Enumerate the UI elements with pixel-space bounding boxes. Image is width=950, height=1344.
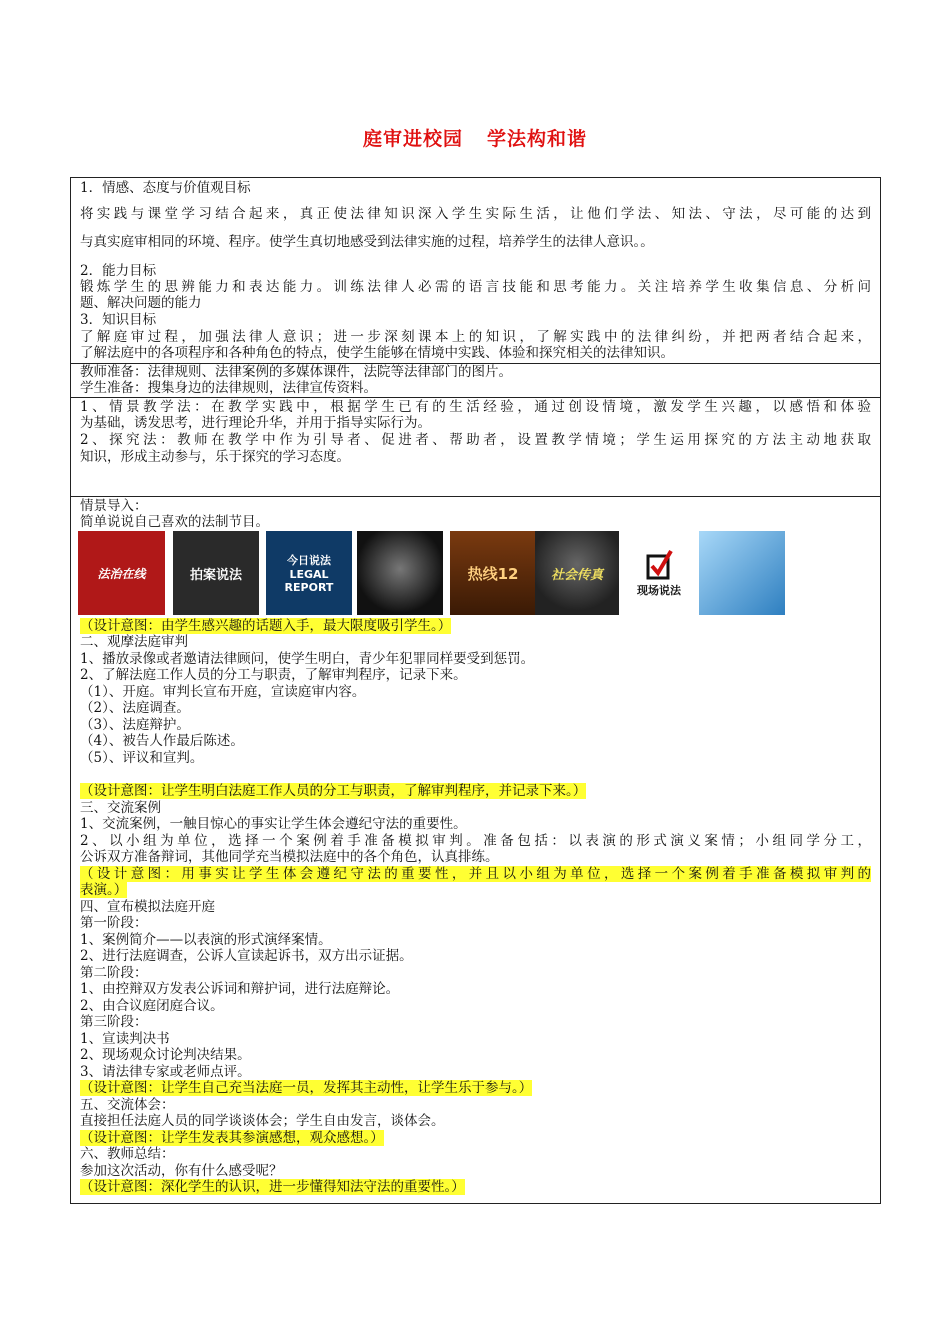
section-2-heading: 二、观摩法庭审判 bbox=[80, 634, 188, 650]
goal-3-line-2: 了解法庭中的各项程序和各种角色的特点，使学生能够在情境中实践、体验和探究相关的法律知识。 bbox=[80, 345, 674, 361]
lesson-plan-table bbox=[70, 177, 881, 1204]
design-intent-3b: 表演。） bbox=[80, 882, 128, 898]
title-part-1: 庭审进校园 bbox=[362, 128, 463, 150]
method-1-line-2: 为基础，诱发思考，进行理论升华，并用于指导实际行为。 bbox=[80, 415, 431, 431]
method-1-line-1: 1、情景教学法：在教学实践中，根据学生已有的生活经验，通过创设情境，激发学生兴趣，以感悟和体验 bbox=[80, 399, 871, 415]
stage-1-line-2: 2、进行法庭调查，公诉人宣读起诉书，双方出示证据。 bbox=[80, 948, 413, 964]
design-intent-5: （设计意图：让学生发表其参演感想，观众感想。） bbox=[80, 1130, 384, 1146]
section-6-heading: 六、教师总结： bbox=[80, 1146, 175, 1162]
section-3-line-2a: 2、以小组为单位，选择一个案例着手准备模拟审判。准备包括：以表演的形式演义案情；小组同学分工， bbox=[80, 833, 871, 849]
section-6-text: 参加这次活动，你有什么感受呢？ bbox=[80, 1163, 283, 1179]
design-intent-4: （设计意图：让学生自己充当法庭一员，发挥其主动性，让学生乐于参与。） bbox=[80, 1080, 533, 1096]
tv-program-logo: 热线12 bbox=[450, 531, 536, 615]
goal-2-line-2: 题、解决问题的能力 bbox=[80, 295, 202, 311]
goal-3-line-1: 了解庭审过程，加强法律人意识；进一步深刻课本上的知识，了解实践中的法律纠纷，并把两者结合起来， bbox=[80, 329, 871, 345]
section-3-line-1: 1、交流案例，一触目惊心的事实让学生体会遵纪守法的重要性。 bbox=[80, 816, 467, 832]
section-5-heading: 五、交流体会： bbox=[80, 1097, 175, 1113]
section-3-line-2b: 公诉双方准备辩词，其他同学充当模拟法庭中的各个角色，认真排练。 bbox=[80, 849, 499, 865]
tv-program-logo: 今日说法 LEGAL REPORT bbox=[266, 531, 352, 615]
row-divider bbox=[71, 496, 880, 497]
section-1-heading: 情景导入： bbox=[80, 498, 148, 514]
page-title bbox=[0, 124, 950, 151]
section-2-line-1: 1、播放录像或者邀请法律顾问，使学生明白，青少年犯罪同样要受到惩罚。 bbox=[80, 651, 535, 667]
tv-program-logo bbox=[699, 531, 785, 615]
tv-program-logo: 现场说法 bbox=[626, 531, 692, 615]
method-2-line-2: 知识，形成主动参与，乐于探究的学习态度。 bbox=[80, 449, 350, 465]
stage-3-heading: 第三阶段： bbox=[80, 1014, 148, 1030]
section-4-heading: 四、宣布模拟法庭开庭 bbox=[80, 899, 215, 915]
stage-1-line-1: 1、案例简介——以表演的形式演绎案情。 bbox=[80, 932, 332, 948]
stage-3-line-2: 2、现场观众讨论判决结果。 bbox=[80, 1047, 251, 1063]
design-intent-3a: （设计意图：用事实让学生体会遵纪守法的重要性，并且以小组为单位，选择一个案例着手准备模拟审判的 bbox=[80, 866, 871, 882]
goal-1-heading: 1．情感、态度与价值观目标 bbox=[80, 180, 251, 196]
title-part-2: 学法构和谐 bbox=[487, 128, 588, 150]
goal-2-line-1: 锻炼学生的思辨能力和表达能力。训练法律人必需的语言技能和思考能力。关注培养学生收集信息、分析问 bbox=[80, 279, 871, 295]
design-intent-1: （设计意图：由学生感兴趣的话题入手，最大限度吸引学生。） bbox=[80, 618, 452, 634]
stage-3-line-3: 3、请法律专家或老师点评。 bbox=[80, 1064, 251, 1080]
goal-1-line-2: 与真实庭审相同的环境、程序。使学生真切地感受到法律实施的过程，培养学生的法律人意识。。 bbox=[80, 234, 654, 250]
tv-program-logo: 法治在线 bbox=[78, 531, 165, 615]
stage-3-line-1: 1、宣读判决书 bbox=[80, 1031, 170, 1047]
section-2-line-2: 2、了解法庭工作人员的分工与职责，了解审判程序，记录下来。 bbox=[80, 667, 467, 683]
stage-2-line-1: 1、由控辩双方发表公诉词和辩护词，进行法庭辩论。 bbox=[80, 981, 400, 997]
tv-program-logo: 社会传真 bbox=[535, 531, 619, 615]
stage-1-heading: 第一阶段： bbox=[80, 915, 148, 931]
checkbox-icon bbox=[644, 548, 674, 582]
design-intent-2: （设计意图：让学生明白法庭工作人员的分工与职责，了解审判程序，并记录下来。） bbox=[80, 783, 587, 799]
stage-2-line-2: 2、由合议庭闭庭合议。 bbox=[80, 998, 224, 1014]
tv-program-logo bbox=[357, 531, 443, 615]
section-1-text: 简单说说自己喜欢的法制节目。 bbox=[80, 514, 269, 530]
procedure-step-1: （1）、开庭。审判长宣布开庭，宣读庭审内容。 bbox=[80, 684, 366, 700]
procedure-step-3: （3）、法庭辩护。 bbox=[80, 717, 190, 733]
row-divider bbox=[71, 397, 880, 398]
method-2-line-1: 2、探究法：教师在教学中作为引导者、促进者、帮助者，设置教学情境；学生运用探究的方法主动地获取 bbox=[80, 432, 871, 448]
stage-2-heading: 第二阶段： bbox=[80, 965, 148, 981]
teacher-prep: 教师准备：法律规则、法律案例的多媒体课件，法院等法律部门的图片。 bbox=[80, 364, 512, 380]
student-prep: 学生准备：搜集身边的法律规则，法律宣传资料。 bbox=[80, 380, 377, 396]
tv-program-logo: 拍案说法 bbox=[173, 531, 259, 615]
procedure-step-4: （4）、被告人作最后陈述。 bbox=[80, 733, 244, 749]
section-5-text: 直接担任法庭人员的同学谈谈体会；学生自由发言，谈体会。 bbox=[80, 1113, 445, 1129]
goal-3-heading: 3．知识目标 bbox=[80, 312, 157, 328]
goal-2-heading: 2．能力目标 bbox=[80, 263, 157, 279]
procedure-step-5: （5）、评议和宣判。 bbox=[80, 750, 204, 766]
design-intent-6: （设计意图：深化学生的认识，进一步懂得知法守法的重要性。） bbox=[80, 1179, 465, 1195]
goal-1-line-1: 将实践与课堂学习结合起来，真正使法律知识深入学生实际生活，让他们学法、知法、守法，尽可能的达到 bbox=[80, 206, 871, 222]
section-3-heading: 三、交流案例 bbox=[80, 800, 161, 816]
procedure-step-2: （2）、法庭调查。 bbox=[80, 700, 190, 716]
